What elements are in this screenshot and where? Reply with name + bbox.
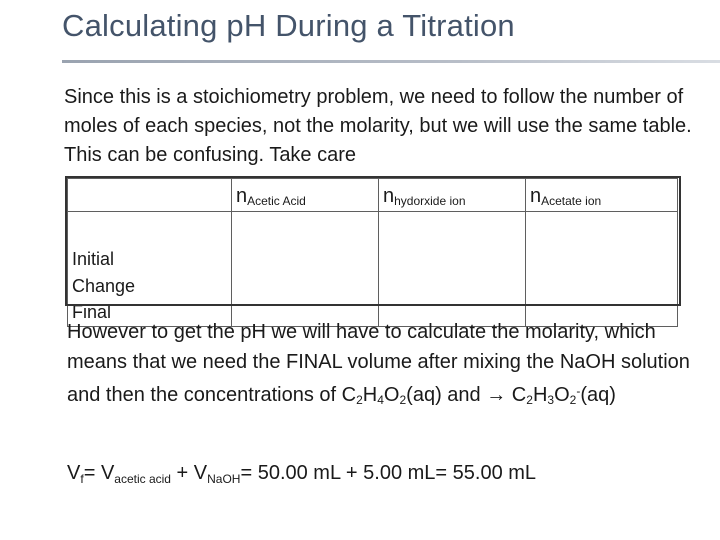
header-acetate-ion: $n_{Acetate ion}$ xyxy=(526,179,678,212)
header-acetic-acid: $n_{Acetic Acid}$ xyxy=(232,179,379,212)
ice-table xyxy=(67,178,678,327)
slide-title: Calculating pH During a Titration xyxy=(62,8,515,43)
cell-acetate-ion xyxy=(526,212,678,327)
right-arrow-icon: → xyxy=(486,384,507,406)
table-row xyxy=(68,212,678,327)
title-divider xyxy=(62,60,720,63)
row-labels-cell xyxy=(68,212,232,327)
cell-hydroxide-ion xyxy=(379,212,526,327)
species-acetic-acid: $C_2H_4O_2(aq)$ and xyxy=(341,384,487,407)
row-label-initial: Initial xyxy=(72,249,115,269)
volume-formula: $V_f= V_{acetic acid} + V_{NaOH}= 50.00$ mL + 5.00 mL= 55.00 mL xyxy=(67,462,537,486)
table-corner-cell xyxy=(68,179,232,212)
intro-paragraph: Since this is a stoichiometry problem, we need to follow the number of moles of each species, not the molarity, but we will use the same table. This can be confusing. Take care xyxy=(64,86,692,166)
header-hydroxide-ion: $n_{hydorxide ion}$ xyxy=(379,179,526,212)
table-header-row xyxy=(68,179,678,212)
row-label-change: Change xyxy=(72,275,136,296)
species-acetate: $C_2H_3O_2^-(aq)$ xyxy=(511,384,616,407)
molarity-paragraph: However to get the pH we will have to calculate the molarity, which means that we need the FINAL volume after mixing the NaOH solution and then the concentrations of $C_2H_4O_2(aq)$ and → $C_2H_3O_2^-(aq)$ xyxy=(67,321,690,407)
row-label-final: Final xyxy=(72,302,112,322)
cell-acetic-acid xyxy=(232,212,379,327)
